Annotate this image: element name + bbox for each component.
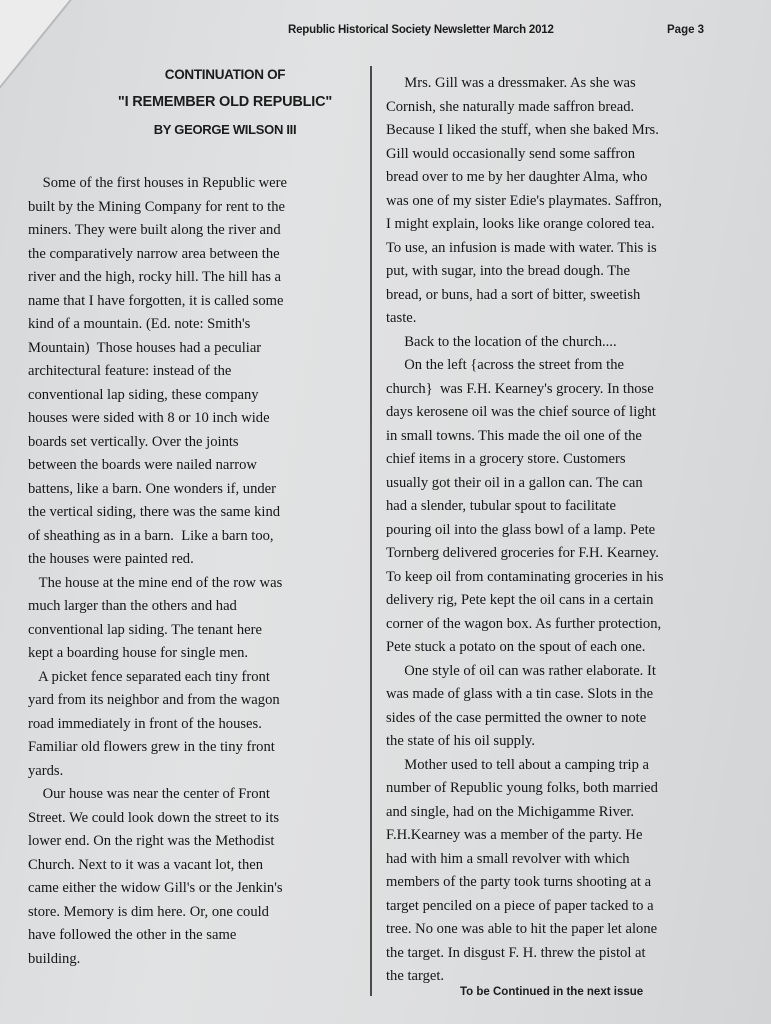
text-line: built by the Mining Company for rent to the [28,198,285,215]
text-line: was one of my sister Edie's playmates. Saffron, [386,192,662,209]
text-line: Cornish, she naturally made saffron bread. [386,98,635,115]
text-line: have followed the other in the same [28,927,237,943]
text-line: name that I have forgotten, it is called some [28,292,284,309]
continued-note: To be Continued in the next issue [460,986,644,998]
text-line: Mother used to tell about a camping trip a [386,756,650,773]
text-line: road immediately in front of the houses. [28,715,262,732]
text-line: yards. [28,762,64,779]
text-line: had with him a small revolver with which [386,850,630,867]
text-line: in small towns. This made the oil one of the [386,427,642,444]
text-line: yard from its neighbor and from the wagon [28,692,280,708]
text-line: of sheathing as in a barn. Like a barn too, [28,527,274,544]
text-line: had a slender, tubular spout to facilitate [386,498,617,514]
text-line: bread over to me by her daughter Alma, who [386,169,648,185]
text-line: Back to the location of the church.... [386,333,617,350]
text-line: building. [28,950,81,967]
newsletter-header: Republic Historical Society Newsletter March 2012 [288,24,554,36]
text-line: days kerosene oil was the chief source of light [386,404,656,420]
text-line: the comparatively narrow area between the [28,245,280,262]
text-line: battens, like a barn. One wonders if, under [28,480,277,497]
text-line: the vertical siding, there was the same kind [28,504,281,520]
text-line: tree. No one was able to hit the paper let alone [386,921,658,937]
text-line: kind of a mountain. (Ed. note: Smith's [28,316,251,332]
text-line: Street. We could look down the street to its [28,809,280,826]
text-line: Our house was near the center of Front [28,786,270,802]
text-line: the state of his oil supply. [386,733,536,749]
text-line: kept a boarding house for single men. [28,645,249,661]
text-line: bread, or buns, had a sort of bitter, sweetish [386,286,641,303]
text-line: corner of the wagon box. As further protection, [386,615,662,632]
text-line: sides of the case permitted the owner to note [386,709,647,726]
text-line: On the left {across the street from the [386,357,624,373]
text-line: river and the high, rocky hill. The hill has a [28,269,282,285]
text-line: To use, an infusion is made with water. This is [386,239,657,256]
text-line: taste. [386,310,417,326]
text-line: Familiar old flowers grew in the tiny front [28,739,275,755]
article-title: "I REMEMBER OLD REPUBLIC" [117,94,333,110]
text-line: boards set vertically. Over the joints [28,433,239,450]
text-line: Mrs. Gill was a dressmaker. As she was [386,75,636,91]
text-line: pouring oil into the glass bowl of a lamp. Pete [386,521,656,538]
text-line: store. Memory is dim here. Or, one could [28,903,269,920]
text-line: much larger than the others and had [28,598,237,614]
text-line: the target. In disgust F. H. threw the pistol at [386,944,646,961]
byline: BY GEORGE WILSON III [153,122,297,137]
text-line: Some of the first houses in Republic were [28,175,287,191]
text-line: came either the widow Gill's or the Jenkin's [28,880,283,896]
text-line: Because I liked the stuff, when she baked Mrs. [386,122,659,138]
text-line: church} was F.H. Kearney's grocery. In those [386,380,654,397]
text-line: and single, had on the Michigamme River. [386,803,635,820]
text-line: Church. Next to it was a vacant lot, then [28,856,264,873]
text-line: The house at the mine end of the row was [28,574,283,591]
text-line: conventional lap siding, these company [28,386,259,403]
text-line: between the boards were nailed narrow [28,457,257,473]
text-line: Tornberg delivered groceries for F.H. Kearney. [386,545,659,561]
text-line: I might explain, looks like orange colored tea. [386,216,655,232]
text-line: target penciled on a piece of paper tacked to a [386,897,654,914]
text-line: A picket fence separated each tiny front [28,668,270,685]
text-line: conventional lap siding. The tenant here [28,621,262,638]
right-column [386,72,746,989]
text-line: One style of oil can was rather elaborate. It [386,662,656,679]
text-line: Mountain) Those houses had a peculiar [28,339,262,356]
text-line: chief items in a grocery store. Customers [386,451,626,467]
text-line: architectural feature: instead of the [28,363,232,379]
left-column [28,172,373,971]
text-line: miners. They were built along the river and [28,222,281,238]
continuation-heading: CONTINUATION OF [164,67,286,82]
text-line: lower end. On the right was the Methodist [28,833,275,849]
text-line: delivery rig, Pete kept the oil cans in a certain [386,592,654,608]
text-line: the target. [386,968,445,984]
page-number: Page 3 [667,24,705,36]
text-line: put, with sugar, into the bread dough. The [386,263,630,279]
text-line: number of Republic young folks, both married [386,780,658,796]
text-line: Pete stuck a potato on the spout of each one. [386,639,646,655]
text-line: F.H.Kearney was a member of the party. He [386,827,643,843]
text-line: Gill would occasionally send some saffron [386,145,635,162]
text-line: was made of glass with a tin case. Slots in the [386,686,654,702]
text-line: members of the party took turns shooting at a [386,874,652,890]
text-line: To keep oil from contaminating groceries in his [386,568,664,585]
text-line: houses were sided with 8 or 10 inch wide [28,410,270,426]
text-line: the houses were painted red. [28,551,194,567]
text-line: usually got their oil in a gallon can. The can [386,474,643,491]
